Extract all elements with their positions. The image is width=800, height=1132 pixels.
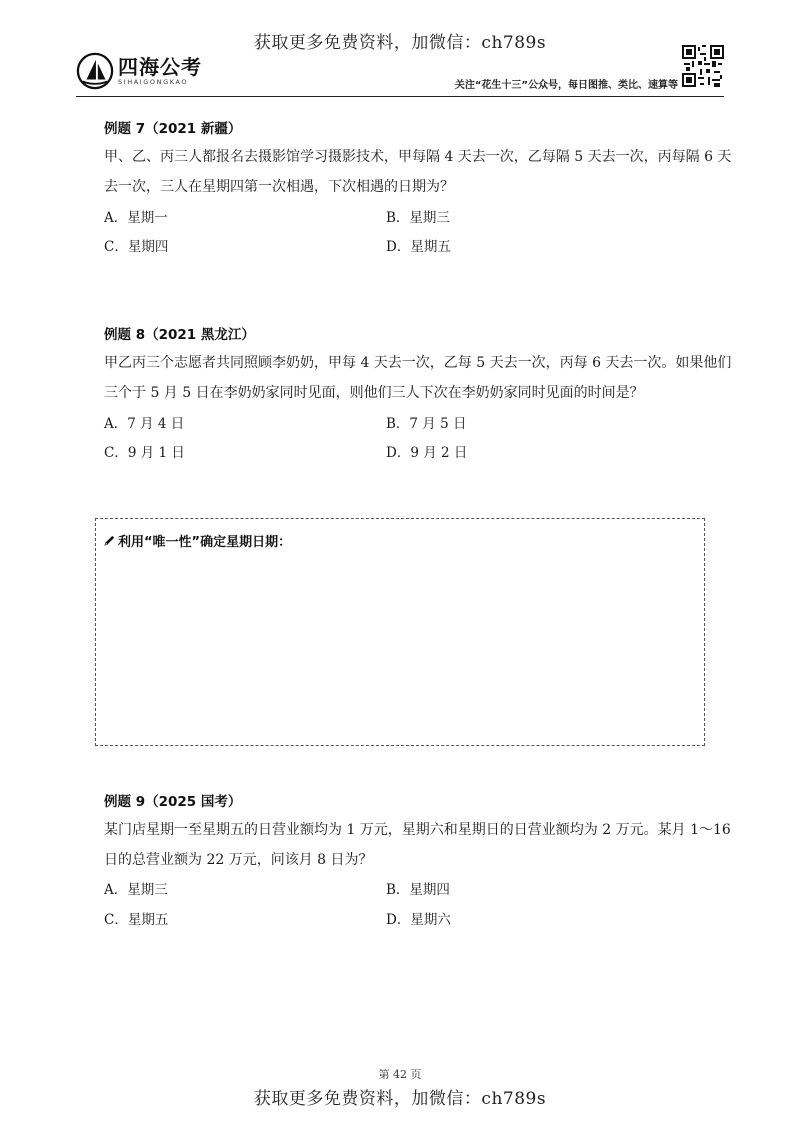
question-9-option-d: D．星期六 bbox=[386, 912, 451, 928]
qr-code-icon bbox=[682, 44, 724, 88]
logo-name: 四海公考 bbox=[118, 55, 202, 79]
question-8-text-line-1: 甲乙丙三个志愿者共同照顾李奶奶，甲每 4 天去一次，乙每 5 天去一次，丙每 6 天去一次。如果他们 bbox=[104, 355, 732, 371]
question-7-text-line-1: 甲、乙、丙三人都报名去摄影馆学习摄影技术，甲每隔 4 天去一次，乙每隔 5 天去一次，丙每隔 6 天 bbox=[104, 149, 732, 165]
question-8-title: 例题 8（2021 黑龙江） bbox=[104, 327, 255, 343]
page-header bbox=[76, 44, 724, 94]
header-divider bbox=[76, 96, 724, 97]
question-7-option-b: B．星期三 bbox=[386, 210, 450, 226]
question-8-option-c: C．9 月 1 日 bbox=[104, 445, 185, 461]
question-9-option-b: B．星期四 bbox=[386, 882, 450, 898]
logo-subtitle: SIHAIGONGKAO bbox=[118, 78, 189, 86]
sail-logo-icon bbox=[76, 52, 114, 90]
note-title bbox=[103, 531, 291, 550]
question-8-text-line-2: 三个于 5 月 5 日在李奶奶家同时见面，则他们三人下次在李奶奶家同时见面的时间是？ bbox=[104, 385, 644, 401]
question-9-option-a: A．星期三 bbox=[104, 882, 168, 898]
note-box bbox=[95, 518, 705, 746]
question-8-option-d: D．9 月 2 日 bbox=[386, 445, 468, 461]
question-8-option-a: A．7 月 4 日 bbox=[104, 416, 185, 432]
page-number: 第 42 页 bbox=[378, 1068, 422, 1081]
question-8-option-b: B．7 月 5 日 bbox=[386, 416, 467, 432]
pencil-icon bbox=[103, 534, 116, 547]
question-7-option-a: A．星期一 bbox=[104, 210, 168, 226]
logo bbox=[76, 50, 202, 92]
question-7-text-line-2: 去一次，三人在星期四第一次相遇，下次相遇的日期为？ bbox=[104, 179, 454, 195]
question-9-option-c: C．星期五 bbox=[104, 912, 169, 928]
question-9-text-line-2: 日的总营业额为 22 万元，问该月 8 日为？ bbox=[104, 852, 373, 868]
question-7-option-d: D．星期五 bbox=[386, 239, 451, 255]
note-title-text: 利用“唯一性”确定星期日期： bbox=[118, 535, 292, 550]
bottom-banner: 获取更多免费资料，加微信：ch789s bbox=[253, 1089, 547, 1109]
question-7-title: 例题 7（2021 新疆） bbox=[104, 121, 242, 137]
top-banner: 获取更多免费资料，加微信：ch789s bbox=[253, 33, 547, 53]
question-7-option-c: C．星期四 bbox=[104, 239, 169, 255]
header-slogan: 关注“花生十三”公众号，每日图推、类比、速算等 bbox=[454, 80, 678, 91]
question-9-text-line-1: 某门店星期一至星期五的日营业额均为 1 万元，星期六和星期日的日营业额均为 2 万元。某月 1～16 bbox=[104, 822, 731, 838]
question-9-title: 例题 9（2025 国考） bbox=[104, 794, 242, 810]
